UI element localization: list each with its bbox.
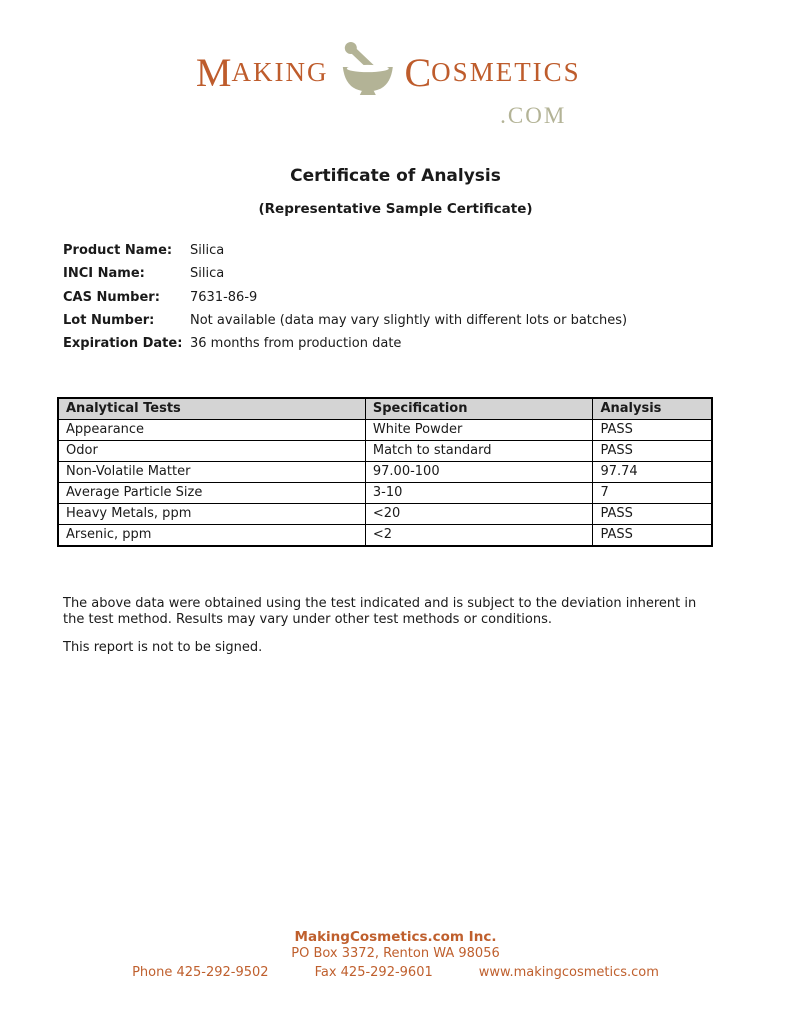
test-name-cell: Arsenic, ppm <box>58 525 365 547</box>
field-value: Silica <box>190 243 225 258</box>
specification-cell: <20 <box>365 504 593 525</box>
footer-contact-line <box>0 965 791 981</box>
logo-wordmark <box>195 40 581 105</box>
footer-address: PO Box 3372, Renton WA 98056 <box>291 946 500 962</box>
analytical-tests-table <box>57 397 713 547</box>
analysis-cell: 97.74 <box>593 462 712 483</box>
field-value: Silica <box>190 266 225 282</box>
company-logo <box>195 40 581 129</box>
field-product-name <box>63 244 723 258</box>
analysis-cell: PASS <box>593 504 712 525</box>
logo-cosmetics-initial: C <box>404 49 432 95</box>
footer-company-name: MakingCosmetics.com Inc. <box>294 929 497 945</box>
footer-website: www.makingcosmetics.com <box>478 964 659 980</box>
analysis-cell: 7 <box>593 483 712 504</box>
page-title: Certificate of Analysis <box>290 166 501 186</box>
analysis-cell: PASS <box>593 420 712 441</box>
field-label: Lot Number: <box>63 312 155 328</box>
field-expiration-date <box>63 337 723 351</box>
footer <box>0 929 791 980</box>
field-label: CAS Number: <box>63 289 160 305</box>
field-inci-name <box>63 267 723 281</box>
field-value: 7631-86-9 <box>190 289 258 305</box>
field-value: 36 months from production date <box>190 336 402 352</box>
specification-cell: 3-10 <box>365 483 593 504</box>
field-value: Not available (data may vary slightly with different lots or batches) <box>190 312 628 328</box>
test-name-cell: Appearance <box>58 420 365 441</box>
table-row <box>58 525 712 547</box>
table-row <box>58 420 712 441</box>
table-row <box>58 441 712 462</box>
logo-making-initial: M <box>195 49 232 95</box>
field-label: Product Name: <box>63 243 173 258</box>
page-subtitle: (Representative Sample Certificate) <box>258 201 533 217</box>
table-row <box>58 504 712 525</box>
field-label: INCI Name: <box>63 266 145 282</box>
mortar-pestle-icon <box>336 40 398 101</box>
specification-cell: <2 <box>365 525 593 547</box>
column-header-analytical-tests: Analytical Tests <box>58 398 365 420</box>
test-name-cell: Heavy Metals, ppm <box>58 504 365 525</box>
table-row <box>58 462 712 483</box>
test-name-cell: Average Particle Size <box>58 483 365 504</box>
specification-cell: White Powder <box>365 420 593 441</box>
field-cas-number <box>63 291 723 305</box>
logo-making-rest: AKING <box>231 57 329 87</box>
analysis-cell: PASS <box>593 441 712 462</box>
signature-note: This report is not to be signed. <box>63 640 263 655</box>
specification-cell: 97.00-100 <box>365 462 593 483</box>
disclaimer-text: The above data were obtained using the test indicated and is subject to the deviation inherent in the test method. Results may vary under other test methods or conditions. <box>63 596 697 628</box>
field-label: Expiration Date: <box>63 336 183 352</box>
footer-phone: Phone 425-292-9502 <box>132 964 269 980</box>
analysis-cell: PASS <box>593 525 712 547</box>
footer-fax: Fax 425-292-9601 <box>314 964 433 980</box>
logo-cosmetics-rest: OSMETICS <box>431 57 581 87</box>
test-name-cell: Odor <box>58 441 365 462</box>
column-header-specification: Specification <box>365 398 593 420</box>
product-info-block <box>63 244 723 360</box>
logo-com-suffix: .COM <box>500 103 567 128</box>
test-name-cell: Non-Volatile Matter <box>58 462 365 483</box>
specification-cell: Match to standard <box>365 441 593 462</box>
column-header-analysis: Analysis <box>593 398 712 420</box>
table-header-row <box>58 398 712 420</box>
field-lot-number <box>63 314 723 328</box>
table-row <box>58 483 712 504</box>
